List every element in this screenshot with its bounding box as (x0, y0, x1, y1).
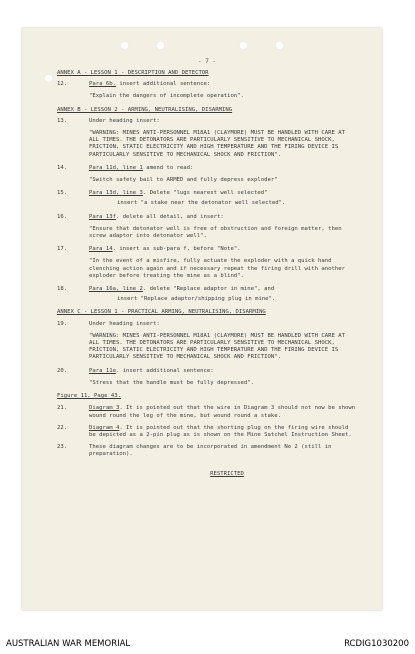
paragraph-16 (57, 214, 357, 221)
paragraph-text: . insert additional sentence: (115, 367, 214, 374)
paragraph-reference: Para 13f (89, 213, 116, 220)
paragraph-number: 14. (57, 164, 68, 171)
paragraph-reference: Para 14 (89, 246, 113, 253)
quoted-text: "Explain the dangers of incomplete operation". (89, 93, 244, 100)
paragraph-number: 18. (57, 286, 68, 293)
paragraph-number: 16. (57, 213, 68, 220)
annex-b-heading: ANNEX B - LESSON 2 - ARMING, NEUTRALISING, DISARMING (57, 106, 233, 113)
annex-a-heading: ANNEX A - LESSON 1 - DESCRIPTION AND DETECTOR (57, 70, 209, 76)
paragraph-12 (57, 81, 357, 88)
paragraph-17 (57, 246, 357, 253)
paragraph-21 (57, 405, 357, 419)
paragraph-text: . delete "Replace adaptor in mine", and (142, 286, 275, 293)
paragraph-text: amend to read: (142, 164, 194, 171)
paragraph-text: These diagram changes are to be incorporated in amendment No 2 (still in preparation). (89, 444, 332, 458)
quoted-text: "Stress that the handle must be fully depressed". (89, 379, 255, 386)
figure-heading: Figure 11, Page 43. (57, 393, 121, 400)
paragraph-text: . delete all detail, and insert: (115, 213, 224, 220)
paragraph-text: Under heading insert: (89, 320, 160, 327)
paragraph-text: insert additional sentence: (115, 81, 211, 88)
insert-text: insert "a stake near the detonator well selected". (117, 200, 286, 207)
document-body (57, 70, 357, 478)
paragraph-text: . Delete "lugs nearest well selected" (142, 190, 268, 197)
paragraph-text: . insert as sub-para f, before "Note". (112, 246, 241, 253)
punch-hole (120, 41, 129, 50)
quoted-text: "Ensure that detonator well is free of obstruction and foreign matter, then screw adaptor into detonator well". (89, 225, 342, 240)
paragraph-23 (57, 444, 357, 458)
paragraph-number: 21. (57, 405, 68, 412)
paragraph-reference: Para 11e (89, 367, 116, 374)
punch-hole (275, 41, 284, 50)
punch-hole (44, 74, 53, 83)
paragraph-reference: Para 11d, line 1 (89, 164, 143, 171)
paragraph-18 (57, 286, 357, 293)
paragraph-19 (57, 321, 357, 328)
paragraph-14 (57, 165, 357, 172)
warning-text: "WARNING: MINES ANTI-PERSONNEL M18A1 (CLAYMORE) MUST BE HANDLED WITH CARE AT ALL TIMES. THE DETONATORS ARE PARTICULARLY SENSITIVE TO MECHANICAL SHOCK, FRICTION, STATIC ELECTRICITY AND HIGH TEMPERATURE AND THE FIRING DEVICE IS PARTICULARLY SENSITIVE TO MECHANICAL SHOCK AND FRICTION". (89, 332, 345, 361)
page-number: - 7 - (198, 58, 217, 65)
paragraph-13 (57, 118, 357, 125)
paragraph-20 (57, 368, 357, 375)
paragraph-15 (57, 190, 357, 197)
paragraph-reference: Para 16a, line 2 (89, 286, 143, 293)
paragraph-reference: Diagram 4 (89, 424, 120, 431)
paragraph-number: 20. (57, 367, 68, 374)
quoted-text: "In the event of a misfire, fully actuate the exploder with a quick hand clenching action again and if necessary repeat the firing drill with another exploder before treating the mine as a blind". (89, 258, 345, 279)
paragraph-number: 19. (57, 320, 68, 327)
punch-hole (156, 41, 165, 50)
quoted-text: "Switch safety bail to ARMED and fully depress exploder" (89, 177, 278, 184)
warning-text: "WARNING: MINES ANTI-PERSONNEL M18A1 (CLAYMORE) MUST BE HANDLED WITH CARE AT ALL TIMES. THE DETONATORS ARE PARTICULARLY SENSITIVE TO MECHANICAL SHOCK, FRICTION, STATIC ELECTRICITY AND HIGH TEMPERATURE AND THE FIRING DEVICE IS PARTICULARLY SENSITIVE TO MECHANICAL SHOCK AND FRICTION". (89, 130, 345, 158)
insert-text: insert "Replace adaptor/shipping plug in mine". (117, 296, 276, 303)
punch-hole (239, 41, 248, 50)
paragraph-number: 12. (57, 81, 68, 88)
paragraph-text: . It is pointed out that the wire in Diagram 3 should not now be shown wound round the leg of the mine, but wound round a stake. (89, 405, 356, 419)
classification-marking: RESTRICTED (210, 470, 244, 477)
paragraph-text: . It is pointed out that the shorting plug on the firing wire should be depicted as a 2-pin plug as is shown on the Mine Satchel Instruction Sheet. (89, 424, 352, 438)
paragraph-number: 17. (57, 246, 68, 253)
paragraph-reference: Para 6b. (89, 81, 116, 88)
annex-c-heading: ANNEX C - LESSON 1 - PRACTICAL ARMING, NEUTRALISING, DISARMING (57, 309, 266, 316)
paragraph-22 (57, 425, 357, 439)
paragraph-number: 15. (57, 190, 68, 197)
footer-source: AUSTRALIAN WAR MEMORIAL (6, 639, 131, 649)
archive-footer (0, 634, 415, 654)
paragraph-reference: Para 13d, line 3 (89, 190, 143, 197)
paragraph-number: 22. (57, 424, 68, 431)
paragraph-reference: Diagram 3 (89, 405, 120, 412)
paragraph-number: 23. (57, 444, 68, 451)
footer-record-id: RCDIG1030200 (344, 639, 409, 649)
paragraph-text: Under heading insert: (89, 117, 160, 124)
paragraph-number: 13. (57, 117, 68, 124)
